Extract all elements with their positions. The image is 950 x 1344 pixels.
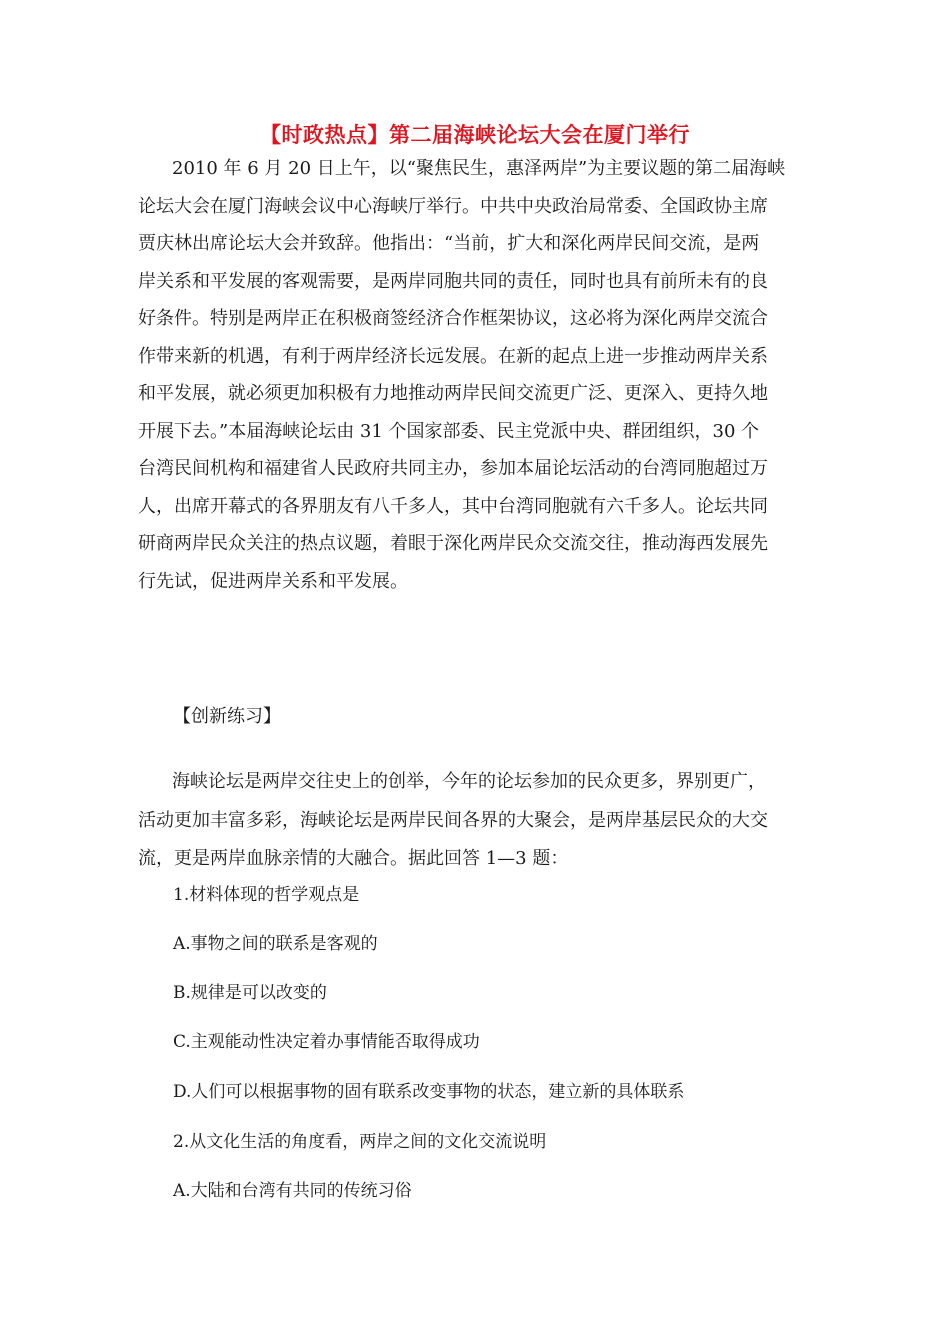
article-line: 台湾民间机构和福建省人民政府共同主办，参加本届论坛活动的台湾同胞超过万 [138,458,768,479]
article-title: 【时政热点】第二届海峡论坛大会在厦门举行 [260,122,690,147]
question-1-option-c: C.主观能动性决定着办事情能否取得成功 [173,1032,480,1052]
intro-line: 流，更是两岸血脉亲情的大融合。据此回答 1—3 题： [138,848,569,869]
article-line: 开展下去。”本届海峡论坛由 31 个国家部委、民主党派中央、群团组织，30 个 [138,420,760,442]
question-2: 2.从文化生活的角度看，两岸之间的文化交流说明 [173,1132,547,1152]
question-2-option-a: A.大陆和台湾有共同的传统习俗 [173,1181,412,1201]
question-1-option-a: A.事物之间的联系是客观的 [173,934,378,954]
question-1-option-d: D.人们可以根据事物的固有联系改变事物的状态，建立新的具体联系 [173,1082,685,1102]
intro-line: 海峡论坛是两岸交往史上的创举，今年的论坛参加的民众更多，界别更广， [172,771,766,792]
article-line: 和平发展，就必须更加积极有力地推动两岸民间交流更广泛、更深入、更持久地 [138,383,768,404]
article-line: 研商两岸民众关注的热点议题，着眼于深化两岸民众交流交往，推动海西发展先 [138,533,768,554]
question-1-option-b: B.规律是可以改变的 [173,983,327,1003]
article-paragraph [138,150,814,600]
question-1: 1.材料体现的哲学观点是 [173,885,360,905]
article-line: 论坛大会在厦门海峡会议中心海峡厅举行。中共中央政治局常委、全国政协主席 [138,195,768,217]
intro-line: 活动更加丰富多彩，海峡论坛是两岸民间各界的大聚会，是两岸基层民众的大交 [138,809,768,831]
article-line: 人，出席开幕式的各界朋友有八千多人，其中台湾同胞就有六千多人。论坛共同 [138,495,768,517]
section-heading: 【创新练习】 [173,706,281,727]
article-line: 作带来新的机遇，有利于两岸经济长远发展。在新的起点上进一步推动两岸关系 [138,345,768,367]
article-line: 好条件。特别是两岸正在积极商签经济合作框架协议，这必将为深化两岸交流合 [138,308,768,329]
article-line: 贾庆林出席论坛大会并致辞。他指出：“当前，扩大和深化两岸民间交流，是两 [138,233,760,254]
article-line: 行先试，促进两岸关系和平发展。 [138,570,408,592]
article-line: 岸关系和平发展的客观需要，是两岸同胞共同的责任，同时也具有前所未有的良 [138,270,768,292]
article-line: 2010 年 6 月 20 日上午，以“聚焦民生，惠泽两岸”为主要议题的第二届海峡 [172,158,786,179]
exercise-intro [138,763,814,879]
